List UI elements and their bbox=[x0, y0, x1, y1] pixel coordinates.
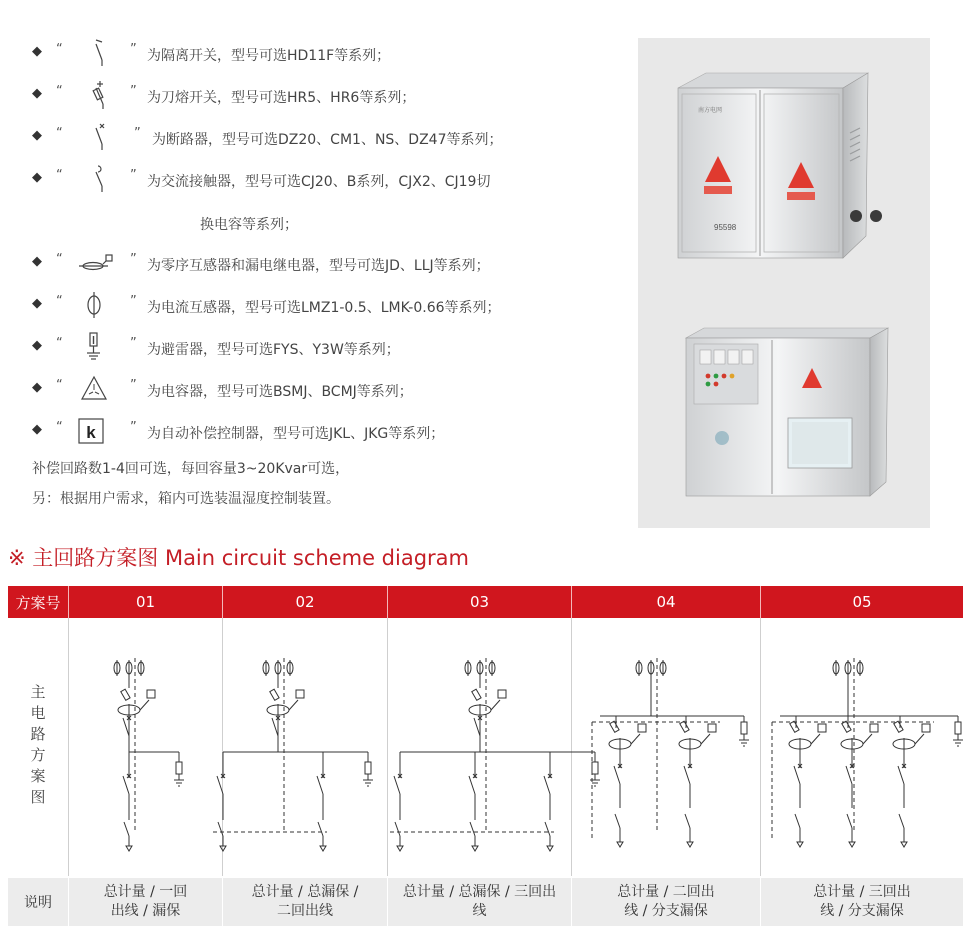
header-scheme-label: 方案号 bbox=[8, 586, 68, 618]
legend-item-surge-arrester bbox=[32, 332, 602, 362]
legend-item-circuit-breaker bbox=[32, 122, 602, 152]
bullet-icon: ◆ bbox=[32, 170, 42, 185]
legend-item-controller bbox=[32, 416, 602, 446]
note-optional-device: 另：根据用户需求，箱内可选装温湿度控制装置。 bbox=[32, 491, 340, 507]
capacitor-icon bbox=[76, 374, 116, 404]
bullet-icon: ◆ bbox=[32, 380, 42, 395]
legend-item-fuse-switch bbox=[32, 80, 602, 110]
cabinet-serial: 95598 bbox=[714, 223, 737, 232]
circuit-breaker-icon bbox=[76, 122, 116, 152]
close-quote: ” bbox=[130, 42, 137, 57]
switch-blade bbox=[124, 822, 129, 836]
relay-icon bbox=[708, 724, 716, 732]
switch-blade bbox=[898, 766, 904, 784]
open-quote: “ bbox=[56, 42, 63, 57]
compensation-cabinet-photo bbox=[686, 328, 888, 496]
side-label-char: 案 bbox=[30, 767, 46, 785]
switch-blade bbox=[685, 814, 690, 828]
open-quote: “ bbox=[56, 168, 63, 183]
open-quote: “ bbox=[56, 336, 63, 351]
description-line: 总计量 / 一回 bbox=[103, 884, 188, 900]
header-divider bbox=[760, 586, 761, 618]
close-quote: ” bbox=[130, 294, 137, 309]
header-divider bbox=[222, 586, 223, 618]
side-label-char: 主 bbox=[30, 683, 46, 701]
fuse-switch-icon bbox=[842, 721, 851, 732]
open-quote: “ bbox=[56, 420, 63, 435]
surge-arrester-icon bbox=[741, 722, 747, 734]
side-label-char: 方 bbox=[30, 746, 46, 764]
switch-blade bbox=[317, 776, 323, 794]
fuse-switch-icon bbox=[76, 80, 116, 110]
bullet-icon: ◆ bbox=[32, 254, 42, 269]
header-scheme-01: 01 bbox=[69, 586, 222, 618]
close-quote: ” bbox=[130, 252, 137, 267]
header-divider bbox=[387, 586, 388, 618]
relay-icon bbox=[818, 724, 826, 732]
description-line: 二回出线 bbox=[276, 903, 333, 919]
description-line: 出线 / 漏保 bbox=[110, 903, 181, 919]
relay-wire bbox=[863, 734, 872, 744]
switch-blade bbox=[123, 718, 129, 736]
switch-blade bbox=[470, 822, 475, 836]
description-02 bbox=[223, 878, 387, 926]
relay-icon bbox=[922, 724, 930, 732]
switch-blade bbox=[615, 814, 620, 828]
switch-blade bbox=[684, 766, 690, 784]
switch-blade bbox=[614, 766, 620, 784]
isolating-switch-icon bbox=[76, 38, 116, 68]
circuit-diagrams bbox=[8, 618, 963, 878]
switch-blade bbox=[272, 718, 278, 736]
legend-item-isolating-switch bbox=[32, 38, 602, 68]
description-row bbox=[8, 878, 963, 926]
legend-text: 为自动补偿控制器，型号可选JKL、JKG等系列； bbox=[147, 426, 445, 442]
header-scheme-02: 02 bbox=[223, 586, 387, 618]
header-divider bbox=[571, 586, 572, 618]
legend-text: 为零序互感器和漏电继电器，型号可选JD、LLJ等系列； bbox=[147, 258, 490, 274]
contactor-icon bbox=[76, 164, 116, 194]
open-quote: “ bbox=[56, 126, 63, 141]
fuse-switch-icon bbox=[121, 689, 130, 700]
switch-blade bbox=[474, 718, 480, 736]
outlet-arrow-icon bbox=[320, 846, 326, 851]
note-compensation: 补偿回路数1-4回可选，每回容量3~20Kvar可选， bbox=[32, 461, 350, 477]
bullet-icon: ◆ bbox=[32, 44, 42, 59]
switch-blade bbox=[318, 822, 323, 836]
open-quote: “ bbox=[56, 378, 63, 393]
description-line: 总计量 / 总漏保 / bbox=[251, 884, 359, 900]
relay-icon bbox=[147, 690, 155, 698]
fuse-switch-icon bbox=[610, 721, 619, 732]
cabinet-photos bbox=[638, 38, 930, 528]
switch-blade bbox=[794, 766, 800, 784]
close-quote: ” bbox=[134, 126, 141, 141]
close-quote: ” bbox=[130, 168, 137, 183]
bullet-icon: ◆ bbox=[32, 86, 42, 101]
relay-wire bbox=[811, 734, 820, 744]
legend-text: 为避雷器，型号可选FYS、Y3W等系列； bbox=[147, 342, 400, 358]
outlet-arrow-icon bbox=[617, 842, 623, 847]
outlet-arrow-icon bbox=[797, 842, 803, 847]
outlet-arrow-icon bbox=[687, 842, 693, 847]
relay-icon bbox=[498, 690, 506, 698]
controller-icon bbox=[76, 416, 116, 446]
fuse-switch-icon bbox=[790, 721, 799, 732]
description-04 bbox=[572, 878, 760, 926]
relay-wire bbox=[631, 734, 640, 744]
header-divider bbox=[68, 586, 69, 618]
description-05 bbox=[761, 878, 963, 926]
legend-text-continuation: 换电容等系列； bbox=[200, 217, 298, 233]
relay-wire bbox=[289, 700, 298, 710]
switch-blade bbox=[544, 776, 550, 794]
surge-arrester-icon bbox=[955, 722, 961, 734]
close-quote: ” bbox=[130, 378, 137, 393]
description-01 bbox=[69, 878, 222, 926]
bullet-icon: ◆ bbox=[32, 422, 42, 437]
legend-item-current-transformer bbox=[32, 290, 602, 320]
description-line: 线 bbox=[472, 903, 487, 919]
side-label-char: 路 bbox=[30, 725, 46, 743]
fuse-switch-icon bbox=[894, 721, 903, 732]
description-line: 总计量 / 总漏保 / 三回出 bbox=[402, 884, 557, 900]
fuse-switch-icon bbox=[680, 721, 689, 732]
description-line: 线 / 分支漏保 bbox=[624, 903, 708, 919]
scheme-table bbox=[8, 586, 963, 950]
outlet-arrow-icon bbox=[472, 846, 478, 851]
legend-item-capacitor bbox=[32, 374, 602, 404]
relay-icon bbox=[870, 724, 878, 732]
description-line: 总计量 / 三回出 bbox=[813, 884, 911, 900]
surge-arrester-icon bbox=[76, 332, 116, 362]
relay-wire bbox=[140, 700, 149, 710]
outlet-arrow-icon bbox=[397, 846, 403, 851]
current-transformer-icon bbox=[76, 290, 116, 320]
fuse-switch-icon bbox=[270, 689, 279, 700]
outdoor-cabinet-photo bbox=[678, 73, 882, 258]
relay-wire bbox=[701, 734, 710, 744]
close-quote: ” bbox=[130, 336, 137, 351]
switch-blade bbox=[899, 814, 904, 828]
relay-wire bbox=[915, 734, 924, 744]
relay-icon bbox=[296, 690, 304, 698]
switch-blade bbox=[395, 822, 400, 836]
bullet-icon: ◆ bbox=[32, 296, 42, 311]
relay-wire bbox=[491, 700, 500, 710]
description-line: 总计量 / 二回出 bbox=[617, 884, 715, 900]
switch-blade bbox=[218, 822, 223, 836]
surge-arrester-icon bbox=[592, 762, 598, 774]
legend-text: 为隔离开关，型号可选HD11F等系列； bbox=[147, 48, 391, 64]
side-label-char: 电 bbox=[30, 704, 46, 722]
zero-sequence-transformer-icon bbox=[76, 248, 116, 278]
surge-arrester-icon bbox=[365, 762, 371, 774]
switch-blade bbox=[217, 776, 223, 794]
relay-icon bbox=[638, 724, 646, 732]
surge-arrester-icon bbox=[176, 762, 182, 774]
legend-item-zero-sequence-transformer bbox=[32, 248, 602, 278]
open-quote: “ bbox=[56, 294, 63, 309]
outlet-arrow-icon bbox=[126, 846, 132, 851]
header-scheme-03: 03 bbox=[388, 586, 571, 618]
section-title: ※ 主回路方案图 Main circuit scheme diagram bbox=[8, 546, 469, 570]
switch-blade bbox=[846, 766, 852, 784]
legend-text: 为刀熔开关，型号可选HR5、HR6等系列； bbox=[147, 90, 416, 106]
product-photo-panel bbox=[638, 38, 930, 528]
description-line: 线 / 分支漏保 bbox=[820, 903, 904, 919]
switch-blade bbox=[123, 776, 129, 794]
legend-text: 为电容器，型号可选BSMJ、BCMJ等系列； bbox=[147, 384, 413, 400]
header-scheme-05: 05 bbox=[761, 586, 963, 618]
outlet-arrow-icon bbox=[849, 842, 855, 847]
fuse-switch-icon bbox=[472, 689, 481, 700]
outlet-arrow-icon bbox=[547, 846, 553, 851]
legend-text: 为交流接触器，型号可选CJ20、B系列，CJX2、CJ19切 bbox=[147, 174, 491, 190]
legend-item-contactor bbox=[32, 164, 602, 194]
outlet-arrow-icon bbox=[901, 842, 907, 847]
description-label: 说明 bbox=[24, 895, 52, 911]
cabinet-brand: 南方电网 bbox=[698, 107, 723, 114]
header-scheme-04: 04 bbox=[572, 586, 760, 618]
switch-blade bbox=[469, 776, 475, 794]
outlet-arrow-icon bbox=[220, 846, 226, 851]
side-label-char: 图 bbox=[30, 788, 46, 806]
legend-text: 为电流互感器，型号可选LMZ1-0.5、LMK-0.66等系列； bbox=[147, 300, 501, 316]
close-quote: ” bbox=[130, 84, 137, 99]
open-quote: “ bbox=[56, 84, 63, 99]
controller-icon-letter: k bbox=[86, 423, 96, 442]
bullet-icon: ◆ bbox=[32, 338, 42, 353]
open-quote: “ bbox=[56, 252, 63, 267]
bullet-icon: ◆ bbox=[32, 128, 42, 143]
close-quote: ” bbox=[130, 420, 137, 435]
switch-blade bbox=[847, 814, 852, 828]
switch-blade bbox=[394, 776, 400, 794]
legend-text: 为断路器，型号可选DZ20、CM1、NS、DZ47等系列； bbox=[152, 132, 503, 148]
description-03 bbox=[388, 878, 571, 926]
switch-blade bbox=[795, 814, 800, 828]
switch-blade bbox=[545, 822, 550, 836]
